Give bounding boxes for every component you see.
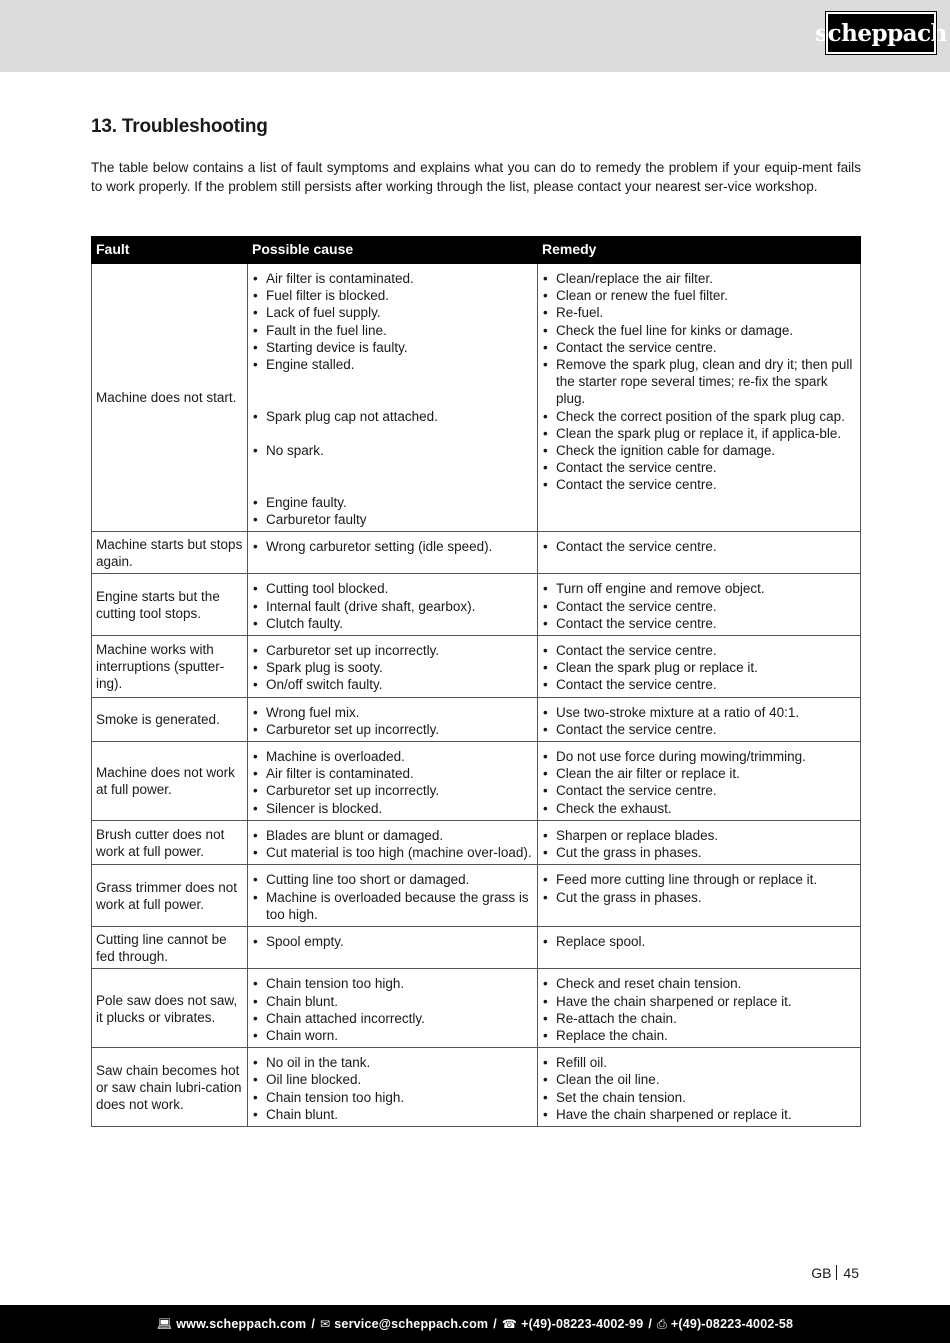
fault-cell: Grass trimmer does not work at full power. [92,865,248,927]
page-separator [836,1265,837,1280]
table-header-row [92,237,861,264]
cause-item: • Machine is overloaded because the grass is too high. [252,889,533,923]
cause-item: • Fuel filter is blocked. [252,287,533,304]
cause-list [252,270,533,528]
cause-list [252,827,533,861]
remedy-item: • Have the chain sharpened or replace it. [542,1106,856,1123]
table-row [92,742,861,821]
remedy-item: • Check and reset chain tension. [542,975,856,992]
cause-item: • Carburetor faulty [252,511,533,528]
remedy-item: • Clean the spark plug or replace it. [542,659,856,676]
remedy-item: • Clean/replace the air filter. [542,270,856,287]
cause-item: • Spool empty. [252,933,533,950]
remedy-item: • Contact the service centre. [542,615,856,632]
cause-item: • Chain blunt. [252,993,533,1010]
cause-item: • Blades are blunt or damaged. [252,827,533,844]
table-row [92,532,861,574]
cause-item: • Engine stalled. [252,356,533,373]
remedy-cell [538,574,861,636]
footer-fax: +(49)-08223-4002-58 [670,1317,794,1331]
header-remedy: Remedy [538,237,861,264]
remedy-item: • Re-attach the chain. [542,1010,856,1027]
cause-item: • Air filter is contaminated. [252,765,533,782]
cause-item: • No spark. [252,442,533,459]
remedy-item: • Contact the service centre. [542,782,856,799]
cause-list [252,538,533,555]
footer-divider: / [311,1317,315,1331]
remedy-list [542,580,856,632]
fault-cell: Machine does not start. [92,264,248,532]
remedy-item: • Contact the service centre. [542,476,856,493]
header-possible-cause: Possible cause [248,237,538,264]
remedy-item: • Use two-stroke mixture at a ratio of 40:1. [542,704,856,721]
remedy-list [542,827,856,861]
remedy-cell [538,926,861,968]
intro-text: The table below contains a list of fault symptoms and explains what you can do to remedy the problem if your equip-ment fails to work properly. If the problem still persists after working through the list, please contact your nearest ser-vice workshop. [91,160,861,194]
remedy-list [542,975,856,1044]
footer-divider: / [493,1317,497,1331]
cause-item: • Chain blunt. [252,1106,533,1123]
remedy-item: • Remove the spark plug, clean and dry it; then pull the starter rope several times; re-fix the spark plug. [542,356,856,408]
cause-cell [248,1048,538,1127]
cause-cell [248,636,538,698]
remedy-cell [538,636,861,698]
cause-cell [248,865,538,927]
cause-item [252,476,533,493]
footer-phone: +(49)-08223-4002-99 [521,1317,644,1331]
cause-cell [248,574,538,636]
remedy-cell [538,264,861,532]
cause-item: • Internal fault (drive shaft, gearbox). [252,598,533,615]
remedy-item: • Check the correct position of the spark plug cap. [542,408,856,425]
cause-item: • Chain tension too high. [252,975,533,992]
fault-cell: Cutting line cannot be fed through. [92,926,248,968]
cause-cell [248,926,538,968]
cause-item: • Carburetor set up incorrectly. [252,782,533,799]
cause-item: • Spark plug is sooty. [252,659,533,676]
cause-item: • Cut material is too high (machine over-load). [252,844,533,861]
cause-list [252,748,533,817]
cause-cell [248,820,538,864]
page-language: GB [811,1265,832,1281]
fault-cell: Machine starts but stops again. [92,532,248,574]
remedy-list [542,270,856,494]
cause-item: • On/off switch faulty. [252,676,533,693]
table-row [92,969,861,1048]
fault-cell: Brush cutter does not work at full power. [92,820,248,864]
remedy-item: • Turn off engine and remove object. [542,580,856,597]
cause-item: • Fault in the fuel line. [252,322,533,339]
remedy-item: • Contact the service centre. [542,339,856,356]
remedy-item: • Clean the spark plug or replace it, if applica-ble. [542,425,856,442]
remedy-item: • Contact the service centre. [542,721,856,738]
remedy-item: • Check the fuel line for kinks or damage. [542,322,856,339]
remedy-item: • Feed more cutting line through or replace it. [542,871,856,888]
remedy-cell [538,697,861,741]
remedy-item: • Re-fuel. [542,304,856,321]
page-number [811,1265,859,1281]
table-row [92,636,861,698]
fault-cell: Saw chain becomes hot or saw chain lubri-cation does not work. [92,1048,248,1127]
remedy-item: • Clean the air filter or replace it. [542,765,856,782]
remedy-item: • Do not use force during mowing/trimming. [542,748,856,765]
cause-item: • Cutting tool blocked. [252,580,533,597]
cause-item: • Chain tension too high. [252,1089,533,1106]
cause-item: • Cutting line too short or damaged. [252,871,533,888]
cause-cell [248,532,538,574]
cause-item: • Carburetor set up incorrectly. [252,721,533,738]
remedy-cell [538,742,861,821]
remedy-item: • Replace spool. [542,933,856,950]
cause-item [252,390,533,407]
remedy-list [542,704,856,738]
remedy-item: • Check the exhaust. [542,800,856,817]
remedy-list [542,871,856,905]
remedy-list [542,933,856,950]
remedy-cell [538,865,861,927]
footer-divider: / [648,1317,653,1331]
brand-logo: scheppach [826,12,936,54]
cause-item: • Air filter is contaminated. [252,270,533,287]
cause-cell [248,264,538,532]
cause-item: • No oil in the tank. [252,1054,533,1071]
table-row [92,264,861,532]
cause-item: • Carburetor set up incorrectly. [252,642,533,659]
footer-bar [0,1305,950,1343]
table-row [92,574,861,636]
cause-item: • Engine faulty. [252,494,533,511]
troubleshooting-table [91,236,861,1127]
remedy-cell [538,1048,861,1127]
fax-icon: ⎙ [657,1316,667,1331]
remedy-list [542,1054,856,1123]
cause-item: • Wrong fuel mix. [252,704,533,721]
remedy-cell [538,820,861,864]
cause-list [252,704,533,738]
cause-item: • Clutch faulty. [252,615,533,632]
table-row [92,1048,861,1127]
remedy-item: • Contact the service centre. [542,538,856,555]
section-title: 13. Troubleshooting [91,116,268,137]
cause-item: • Silencer is blocked. [252,800,533,817]
cause-item: • Chain worn. [252,1027,533,1044]
cause-item: • Lack of fuel supply. [252,304,533,321]
cause-cell [248,969,538,1048]
fault-cell: Pole saw does not saw, it plucks or vibrates. [92,969,248,1048]
remedy-item: • Clean or renew the fuel filter. [542,287,856,304]
cause-list [252,933,533,950]
cause-cell [248,742,538,821]
table-row [92,820,861,864]
remedy-item: • Cut the grass in phases. [542,844,856,861]
cause-item [252,373,533,390]
fault-cell: Engine starts but the cutting tool stops. [92,574,248,636]
fault-cell: Machine does not work at full power. [92,742,248,821]
cause-list [252,975,533,1044]
remedy-item: • Sharpen or replace blades. [542,827,856,844]
fault-cell: Machine works with interruptions (sputter-ing). [92,636,248,698]
cause-list [252,871,533,923]
phone-icon: ☎︎ [501,1317,518,1331]
remedy-item: • Contact the service centre. [542,676,856,693]
remedy-item: • Contact the service centre. [542,459,856,476]
table-row [92,865,861,927]
remedy-list [542,642,856,694]
footer-website[interactable]: www.scheppach.com [176,1317,307,1331]
page-number-value: 45 [843,1265,859,1281]
remedy-list [542,538,856,555]
cause-cell [248,697,538,741]
cause-item: • Spark plug cap not attached. [252,408,533,425]
remedy-item: • Have the chain sharpened or replace it. [542,993,856,1010]
cause-list [252,642,533,694]
remedy-item: • Refill oil. [542,1054,856,1071]
cause-list [252,580,533,632]
remedy-cell [538,969,861,1048]
table-row [92,697,861,741]
header-fault: Fault [92,237,248,264]
remedy-list [542,748,856,817]
remedy-item: • Cut the grass in phases. [542,889,856,906]
remedy-item: • Set the chain tension. [542,1089,856,1106]
computer-icon: 💻︎ [156,1317,173,1331]
remedy-item: • Contact the service centre. [542,598,856,615]
cause-item: • Machine is overloaded. [252,748,533,765]
remedy-item: • Clean the oil line. [542,1071,856,1088]
footer-email[interactable]: service@scheppach.com [334,1317,489,1331]
cause-item: • Starting device is faulty. [252,339,533,356]
cause-item: • Oil line blocked. [252,1071,533,1088]
mail-icon: ✉︎ [320,1317,331,1331]
cause-item: • Chain attached incorrectly. [252,1010,533,1027]
remedy-item: • Replace the chain. [542,1027,856,1044]
fault-cell: Smoke is generated. [92,697,248,741]
remedy-item: • Contact the service centre. [542,642,856,659]
cause-list [252,1054,533,1123]
remedy-cell [538,532,861,574]
cause-item [252,459,533,476]
header-bar [0,0,950,72]
remedy-item: • Check the ignition cable for damage. [542,442,856,459]
table-row [92,926,861,968]
table-body [92,264,861,1127]
cause-item: • Wrong carburetor setting (idle speed). [252,538,533,555]
cause-item [252,425,533,442]
